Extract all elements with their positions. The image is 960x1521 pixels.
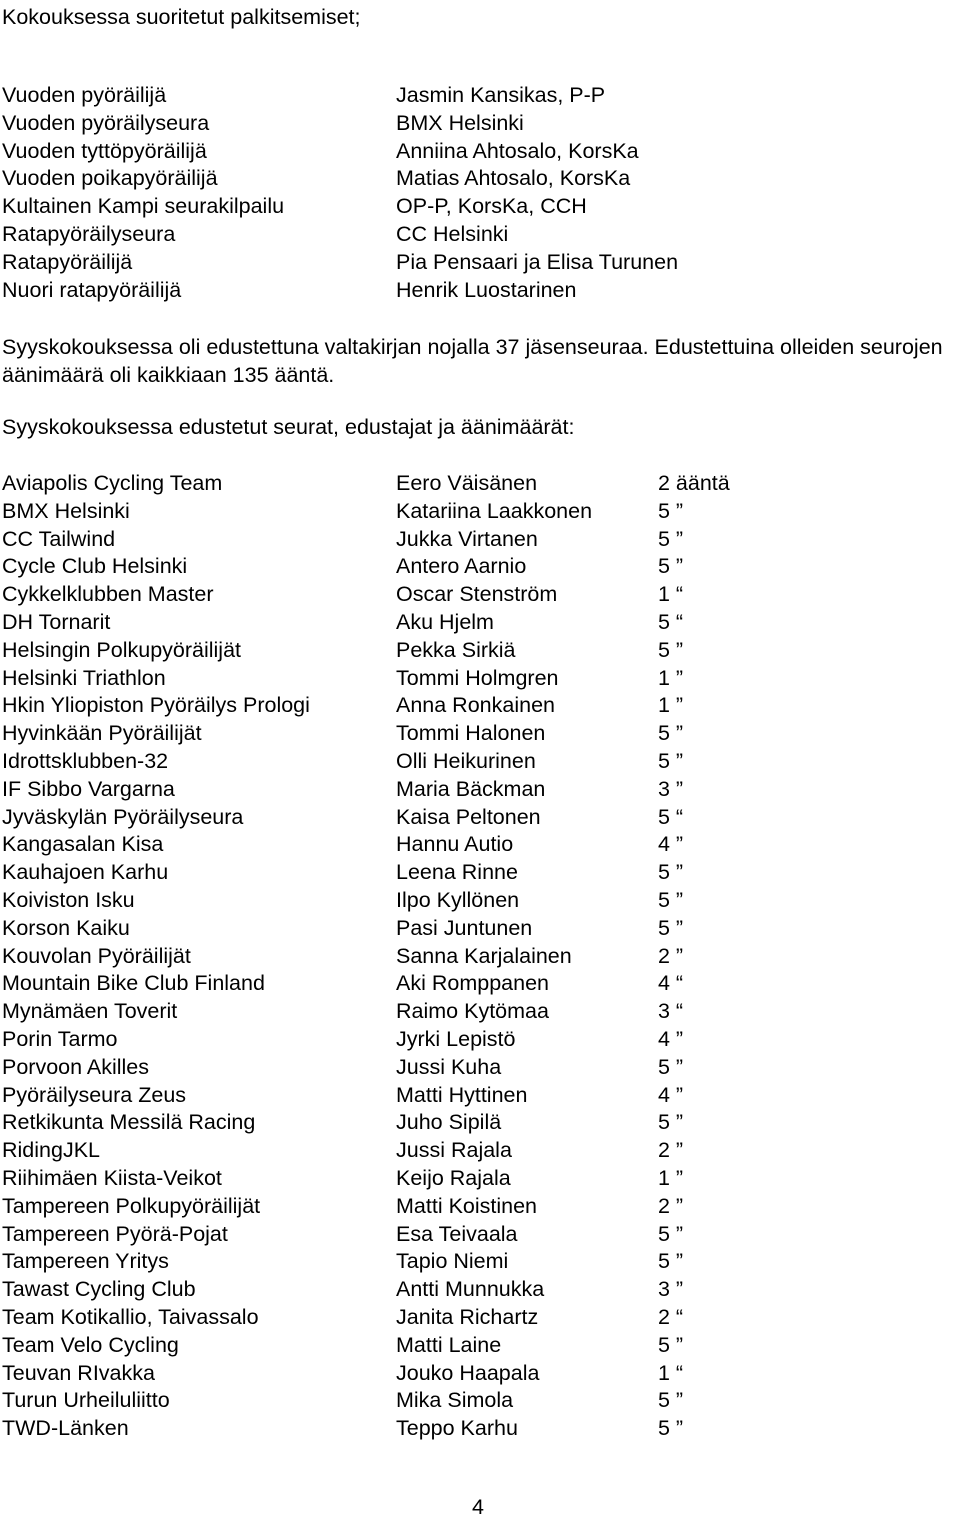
award-category: Vuoden tyttöpyöräilijä [2,138,207,163]
vote-count: 5 ” [658,1221,684,1246]
vote-count: 1 “ [658,1360,684,1385]
representative-name: Jussi Rajala [396,1138,512,1163]
award-row [0,276,960,304]
club-name: Mountain Bike Club Finland [2,971,265,996]
representative-name: Matti Koistinen [396,1193,538,1218]
delegate-row [0,525,960,553]
club-name: Teuvan RIvakka [2,1360,155,1385]
club-name: Cycle Club Helsinki [2,554,188,579]
club-name: Tampereen Yritys [2,1249,169,1274]
award-category: Vuoden pyöräilijä [2,83,167,107]
representative-name: Anna Ronkainen [396,693,555,718]
delegate-row [0,636,960,664]
award-category: Vuoden pyöräilyseura [2,110,210,135]
vote-count: 4 ” [658,1026,684,1051]
representation-paragraph: Syyskokouksessa oli edustettuna valtakirjan nojalla 37 jäsenseuraa. Edustettuina olleiden seurojen äänimäärä oli kaikkiaan 135 ääntä. [2,335,943,387]
representative-name: Matti Laine [396,1332,502,1357]
vote-count: 5 ” [658,721,684,746]
delegate-row [0,775,960,803]
representative-name: Aku Hjelm [396,609,494,634]
vote-count: 5 ” [658,526,684,551]
delegate-row [0,1108,960,1136]
delegates-table [0,469,960,1442]
delegate-row [0,497,960,525]
award-winner: CC Helsinki [396,221,509,246]
club-name: TWD-Länken [2,1416,129,1441]
vote-count: 1 ” [658,693,684,718]
club-name: DH Tornarit [2,609,111,634]
club-name: Kangasalan Kisa [2,832,164,857]
vote-count: 5 ” [658,1110,684,1135]
representative-name: Ilpo Kyllönen [396,887,520,912]
club-name: Tawast Cycling Club [2,1277,196,1302]
vote-count: 5 ” [658,915,684,940]
vote-count: 2 ” [658,1193,684,1218]
vote-count: 5 ” [658,1054,684,1079]
vote-count: 3 “ [658,999,684,1024]
delegate-row [0,580,960,608]
club-name: Hkin Yliopiston Pyöräilys Prologi [2,693,310,718]
representative-name: Sanna Karjalainen [396,943,572,968]
award-category: Ratapyöräilijä [2,249,133,274]
club-name: Turun Urheiluliitto [2,1388,170,1413]
club-name: BMX Helsinki [2,498,130,523]
club-name: IF Sibbo Vargarna [2,776,175,801]
vote-count: 4 ” [658,1082,684,1107]
representative-name: Jouko Haapala [396,1360,540,1385]
club-name: Kouvolan Pyöräilijät [2,943,191,968]
delegate-row [0,469,960,497]
delegate-row [0,914,960,942]
award-winner: Matias Ahtosalo, KorsKa [396,166,631,191]
delegate-row [0,1414,960,1442]
award-row [0,164,960,192]
club-name: Idrottsklubben-32 [2,748,169,773]
club-name: Tampereen Polkupyöräilijät [2,1193,261,1218]
delegate-row [0,886,960,914]
club-name: Porin Tarmo [2,1026,118,1051]
delegate-row [0,969,960,997]
club-name: Helsingin Polkupyöräilijät [2,637,242,662]
delegate-row [0,691,960,719]
page-number: 4 [472,1495,484,1519]
representative-name: Tommi Halonen [396,721,546,746]
representative-name: Keijo Rajala [396,1165,511,1190]
vote-count: 3 ” [658,776,684,801]
delegate-row [0,1331,960,1359]
club-name: Team Kotikallio, Taivassalo [2,1304,259,1329]
delegate-row [0,1053,960,1081]
representative-name: Oscar Stenström [396,582,558,607]
club-name: Cykkelklubben Master [2,582,214,607]
representative-name: Katariina Laakkonen [396,498,593,523]
representative-name: Matti Hyttinen [396,1082,528,1107]
delegate-row [0,1359,960,1387]
representative-name: Jyrki Lepistö [396,1026,516,1051]
club-name: Helsinki Triathlon [2,665,166,690]
vote-count: 1 ” [658,1165,684,1190]
delegate-row [0,858,960,886]
award-winner: Henrik Luostarinen [396,277,577,302]
vote-count: 5 “ [658,609,684,634]
awards-heading: Kokouksessa suoritetut palkitsemiset; [2,5,361,29]
vote-count: 5 ” [658,748,684,773]
delegate-row [0,942,960,970]
vote-count: 4 “ [658,971,684,996]
vote-count: 5 ” [658,1388,684,1413]
award-category: Ratapyöräilyseura [2,221,176,246]
representative-name: Tommi Holmgren [396,665,559,690]
representative-name: Mika Simola [396,1388,514,1413]
representative-name: Teppo Karhu [396,1416,518,1441]
delegate-row [0,1386,960,1414]
award-category: Vuoden poikapyöräilijä [2,166,218,191]
representative-name: Pasi Juntunen [396,915,533,940]
representative-name: Janita Richartz [396,1304,539,1329]
representative-name: Jukka Virtanen [396,526,538,551]
club-name: CC Tailwind [2,526,116,551]
representative-name: Hannu Autio [396,832,514,857]
award-row [0,220,960,248]
vote-count: 2 ” [658,1138,684,1163]
representative-name: Tapio Niemi [396,1249,509,1274]
representative-name: Kaisa Peltonen [396,804,541,829]
delegate-row [0,1081,960,1109]
vote-count: 2 “ [658,1304,684,1329]
club-name: Mynämäen Toverit [2,999,178,1024]
representative-name: Maria Bäckman [396,776,546,801]
representative-name: Esa Teivaala [396,1221,518,1246]
vote-count: 5 ” [658,498,684,523]
delegate-row [0,719,960,747]
award-row [0,137,960,165]
representative-name: Eero Väisänen [396,471,538,495]
club-name: Korson Kaiku [2,915,130,940]
delegate-row [0,1192,960,1220]
delegate-row [0,1220,960,1248]
delegate-row [0,747,960,775]
vote-count: 1 “ [658,582,684,607]
vote-count: 5 ” [658,1416,684,1441]
award-winner: BMX Helsinki [396,110,524,135]
vote-count: 5 “ [658,804,684,829]
club-name: Tampereen Pyörä-Pojat [2,1221,228,1246]
delegate-row [0,1025,960,1053]
vote-count: 5 ” [658,1332,684,1357]
award-row [0,248,960,276]
delegate-row [0,608,960,636]
vote-count: 5 ” [658,554,684,579]
club-name: Hyvinkään Pyöräilijät [2,721,202,746]
delegate-row [0,997,960,1025]
delegates-heading: Syyskokouksessa edustetut seurat, edustajat ja äänimäärät: [2,415,575,439]
awards-list [0,81,960,303]
club-name: Pyöräilyseura Zeus [2,1082,187,1107]
club-name: RidingJKL [2,1138,100,1163]
award-row [0,192,960,220]
club-name: Riihimäen Kiista-Veikot [2,1165,222,1190]
award-category: Nuori ratapyöräilijä [2,277,182,302]
award-row [0,109,960,137]
representative-name: Juho Sipilä [396,1110,502,1135]
club-name: Kauhajoen Karhu [2,860,169,885]
representative-name: Pekka Sirkiä [396,637,516,662]
delegate-row [0,803,960,831]
representative-name: Jussi Kuha [396,1054,502,1079]
club-name: Koiviston Isku [2,887,135,912]
vote-count: 3 ” [658,1277,684,1302]
representative-name: Antero Aarnio [396,554,527,579]
delegate-row [0,1275,960,1303]
vote-count: 5 ” [658,637,684,662]
vote-count: 1 ” [658,665,684,690]
club-name: Jyväskylän Pyöräilyseura [2,804,244,829]
club-name: Team Velo Cycling [2,1332,179,1357]
vote-count: 5 ” [658,1249,684,1274]
club-name: Aviapolis Cycling Team [2,471,223,495]
vote-count: 5 ” [658,860,684,885]
delegate-row [0,1247,960,1275]
representative-name: Leena Rinne [396,860,518,885]
award-winner: Jasmin Kansikas, P-P [396,83,606,107]
award-category: Kultainen Kampi seurakilpailu [2,194,285,219]
representative-name: Olli Heikurinen [396,748,536,773]
delegate-row [0,1164,960,1192]
representative-name: Aki Romppanen [396,971,549,996]
representative-name: Raimo Kytömaa [396,999,549,1024]
delegate-row [0,1303,960,1331]
delegate-row [0,830,960,858]
representative-name: Antti Munnukka [396,1277,545,1302]
award-winner: OP-P, KorsKa, CCH [396,194,587,219]
vote-count: 2 ääntä [658,471,730,495]
award-winner: Anniina Ahtosalo, KorsKa [396,138,639,163]
club-name: Porvoon Akilles [2,1054,149,1079]
delegate-row [0,664,960,692]
award-row [0,81,960,109]
vote-count: 2 ” [658,943,684,968]
club-name: Retkikunta Messilä Racing [2,1110,256,1135]
vote-count: 4 ” [658,832,684,857]
delegate-row [0,552,960,580]
delegate-row [0,1136,960,1164]
vote-count: 5 ” [658,887,684,912]
award-winner: Pia Pensaari ja Elisa Turunen [396,249,679,274]
